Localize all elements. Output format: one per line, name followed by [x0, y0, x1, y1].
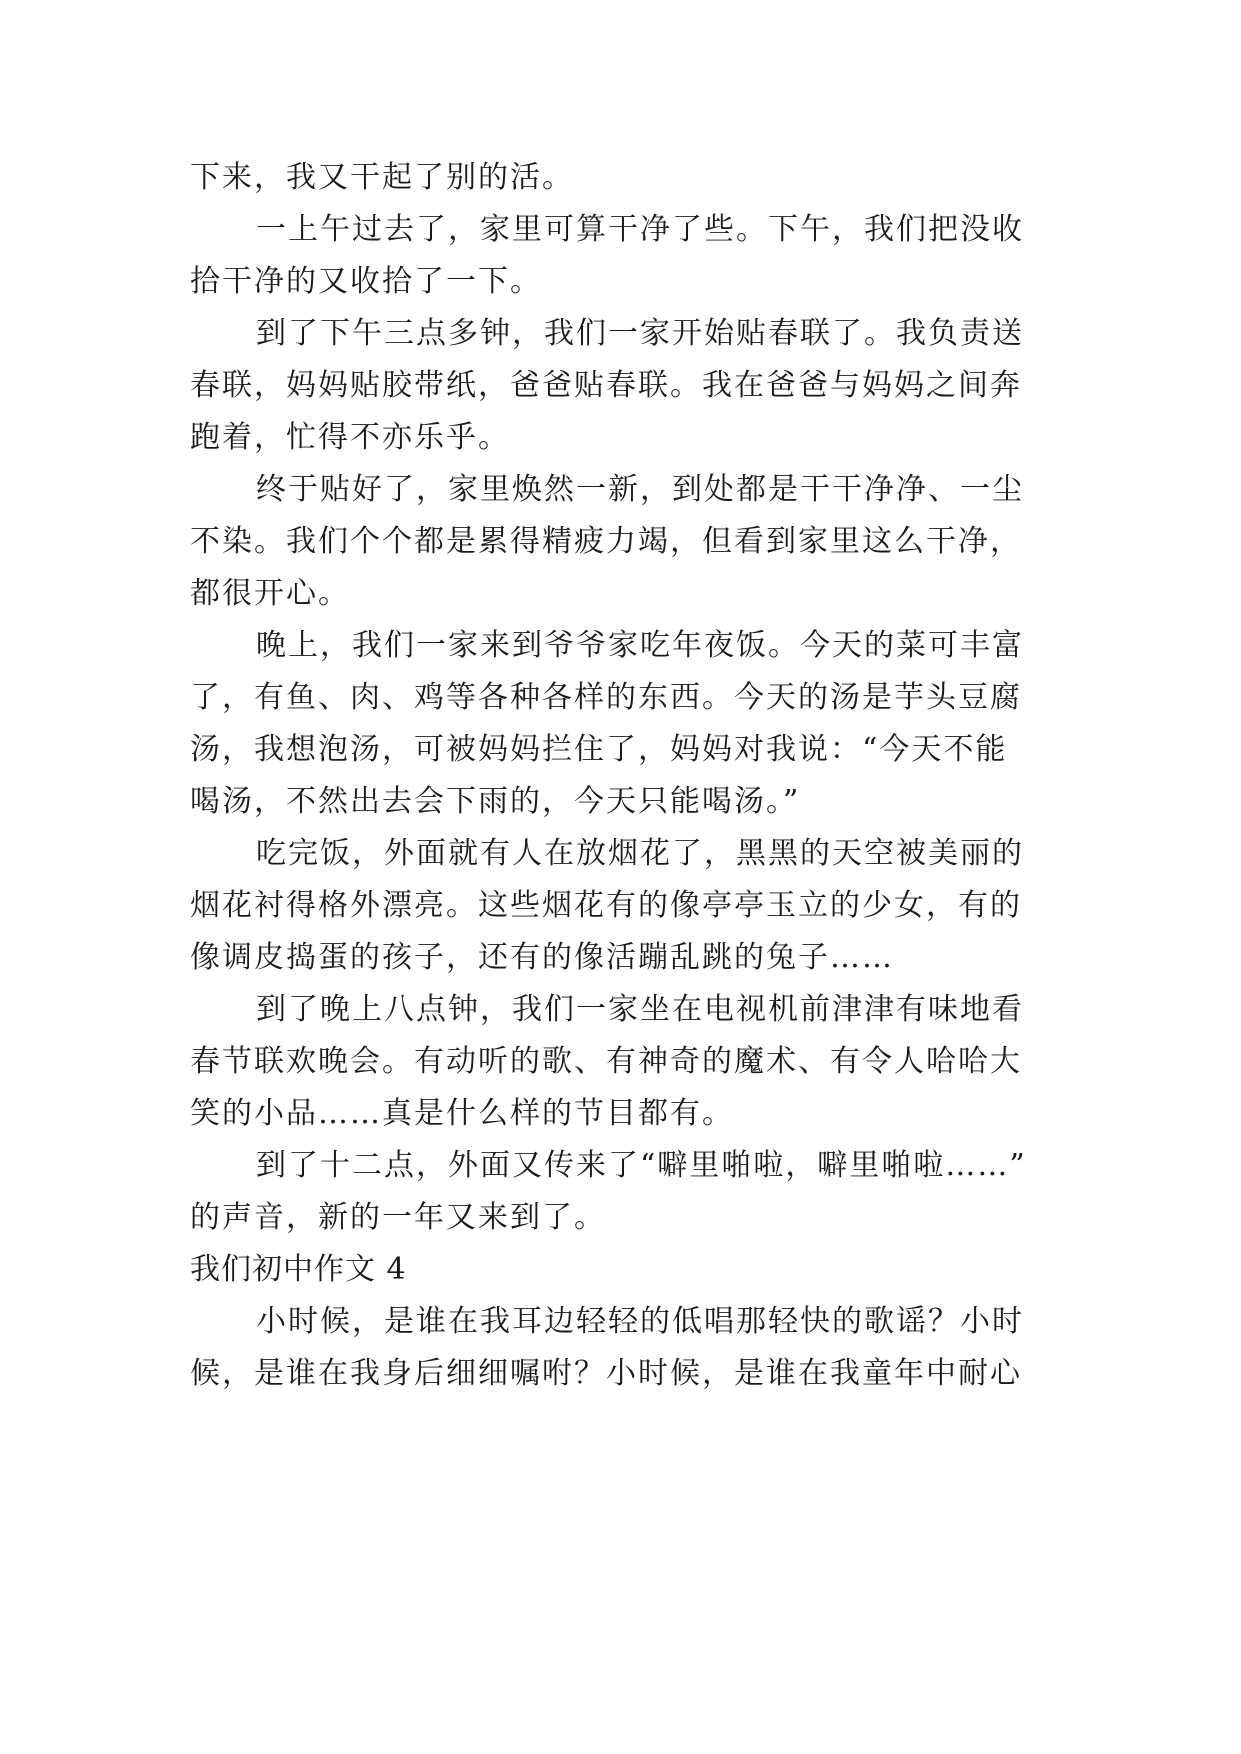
paragraph-line: 晚上，我们一家来到爷爷家吃年夜饭。今天的菜可丰富: [256, 628, 1024, 663]
paragraph-line: 下来，我又干起了别的活。: [190, 160, 574, 195]
paragraph-line: 候，是谁在我身后细细嘱咐？小时候，是谁在我童年中耐心: [190, 1356, 1022, 1391]
paragraph-line: 拾干净的又收拾了一下。: [190, 264, 542, 299]
paragraph-line: 汤，我想泡汤，可被妈妈拦住了，妈妈对我说：“今天不能: [190, 732, 1008, 767]
paragraph-line: 的声音，新的一年又来到了。: [190, 1200, 606, 1235]
paragraph-line: 终于贴好了，家里焕然一新，到处都是干干净净、一尘: [256, 472, 1024, 507]
paragraph-line: 春联，妈妈贴胶带纸，爸爸贴春联。我在爸爸与妈妈之间奔: [190, 368, 1022, 403]
paragraph-line: 春节联欢晚会。有动听的歌、有神奇的魔术、有令人哈哈大: [190, 1044, 1022, 1079]
section-heading: 我们初中作文 4: [190, 1252, 407, 1287]
paragraph-line: 到了晚上八点钟，我们一家坐在电视机前津津有味地看: [256, 992, 1024, 1027]
paragraph-line: 像调皮捣蛋的孩子，还有的像活蹦乱跳的兔子……: [190, 940, 894, 975]
paragraph-line: 都很开心。: [190, 576, 350, 611]
paragraph-line: 一上午过去了，家里可算干净了些。下午，我们把没收: [256, 212, 1024, 247]
paragraph-line: 喝汤，不然出去会下雨的，今天只能喝汤。”: [190, 784, 801, 819]
paragraph-line: 了，有鱼、肉、鸡等各种各样的东西。今天的汤是芋头豆腐: [190, 680, 1022, 715]
paragraph-line: 笑的小品……真是什么样的节目都有。: [190, 1096, 734, 1131]
paragraph-line: 到了十二点，外面又传来了“噼里啪啦，噼里啪啦……”: [256, 1148, 1027, 1183]
paragraph-line: 跑着，忙得不亦乐乎。: [190, 420, 510, 455]
paragraph-line: 到了下午三点多钟，我们一家开始贴春联了。我负责送: [256, 316, 1024, 351]
paragraph-line: 小时候，是谁在我耳边轻轻的低唱那轻快的歌谣？小时: [256, 1304, 1024, 1339]
paragraph-line: 烟花衬得格外漂亮。这些烟花有的像亭亭玉立的少女，有的: [190, 888, 1022, 923]
paragraph-line: 不染。我们个个都是累得精疲力竭，但看到家里这么干净，: [190, 524, 1022, 559]
paragraph-line: 吃完饭，外面就有人在放烟花了，黑黑的天空被美丽的: [256, 836, 1024, 871]
